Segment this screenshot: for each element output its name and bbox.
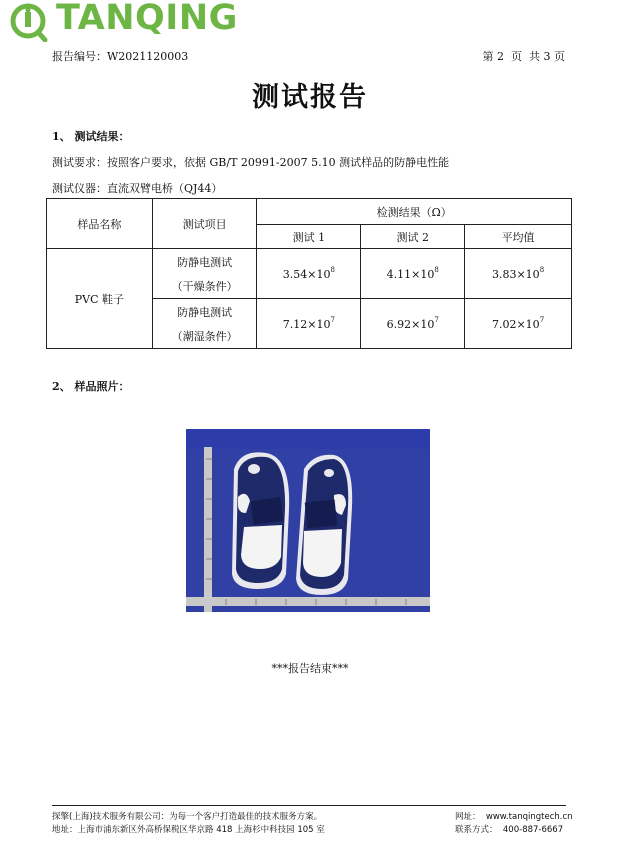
header-sample-name: 样品名称: [47, 199, 153, 249]
test-condition: （干燥条件）: [171, 279, 238, 293]
result-exponent: 8: [434, 266, 439, 274]
section2-heading: 2、 样品照片：: [52, 380, 130, 393]
footer-company: 探擎(上海)技术服务有限公司：为每一个客户打造最佳的技术服务方案。: [52, 812, 323, 822]
average-exponent: 7: [539, 316, 545, 324]
table-header-row: [47, 199, 572, 225]
footer-address: 地址：上海市浦东新区外高桥保税区华京路 418 上海杉中科技园 105 室: [52, 825, 325, 835]
section1-heading: 1、 测试结果：: [52, 130, 130, 143]
test-item-cell: [152, 299, 257, 349]
test-item-cell: [152, 249, 257, 299]
average-cell: [465, 249, 572, 299]
test-instrument: 测试仪器：直流双臂电桥（QJ44）: [52, 182, 223, 195]
result-cell: [361, 299, 465, 349]
result-exponent: 8: [330, 266, 335, 274]
footer-website: 网址： www.tanqingtech.cn: [455, 812, 573, 822]
report-number: 报告编号：W2021120003: [52, 50, 189, 63]
average-exponent: 8: [539, 266, 545, 274]
test-item-name: 防静电测试: [177, 255, 233, 269]
header-average: 平均值: [465, 225, 572, 249]
header-test2: 测试 2: [361, 225, 465, 249]
header-test1: 测试 1: [257, 225, 361, 249]
page-number: 第 2 页 共 3 页: [482, 50, 565, 63]
result-value: 6.92×10: [386, 318, 435, 331]
result-value: 4.11×10: [386, 268, 435, 281]
report-title: 测试报告: [252, 82, 368, 113]
result-cell: [257, 249, 361, 299]
result-value: 7.12×10: [282, 318, 331, 331]
report-end-text: ***报告结束***: [271, 662, 349, 675]
average-cell: [465, 299, 572, 349]
sample-photo: [186, 429, 430, 612]
brand-logo-text: TANQING: [56, 0, 238, 38]
average-value: 3.83×10: [491, 268, 540, 281]
brand-logo-icon: [8, 2, 48, 42]
result-value: 3.54×10: [282, 268, 331, 281]
average-value: 7.02×10: [491, 318, 540, 331]
footer-contact: 联系方式： 400-887-6667: [455, 825, 564, 835]
result-cell: [257, 299, 361, 349]
table-row: [47, 249, 572, 299]
results-table: [46, 198, 572, 349]
result-exponent: 7: [434, 316, 439, 324]
test-requirement: 测试要求：按照客户要求，依据 GB/T 20991-2007 5.10 测试样品的防静电性能: [52, 156, 450, 169]
footer-divider: [52, 805, 566, 806]
result-cell: [361, 249, 465, 299]
test-condition: （潮湿条件）: [171, 329, 238, 343]
result-exponent: 7: [330, 316, 335, 324]
sample-name-cell: PVC 鞋子: [47, 249, 153, 349]
header-test-item: 测试项目: [152, 199, 257, 249]
header-test-result: 检测结果（Ω）: [257, 199, 572, 225]
test-item-name: 防静电测试: [177, 305, 233, 319]
